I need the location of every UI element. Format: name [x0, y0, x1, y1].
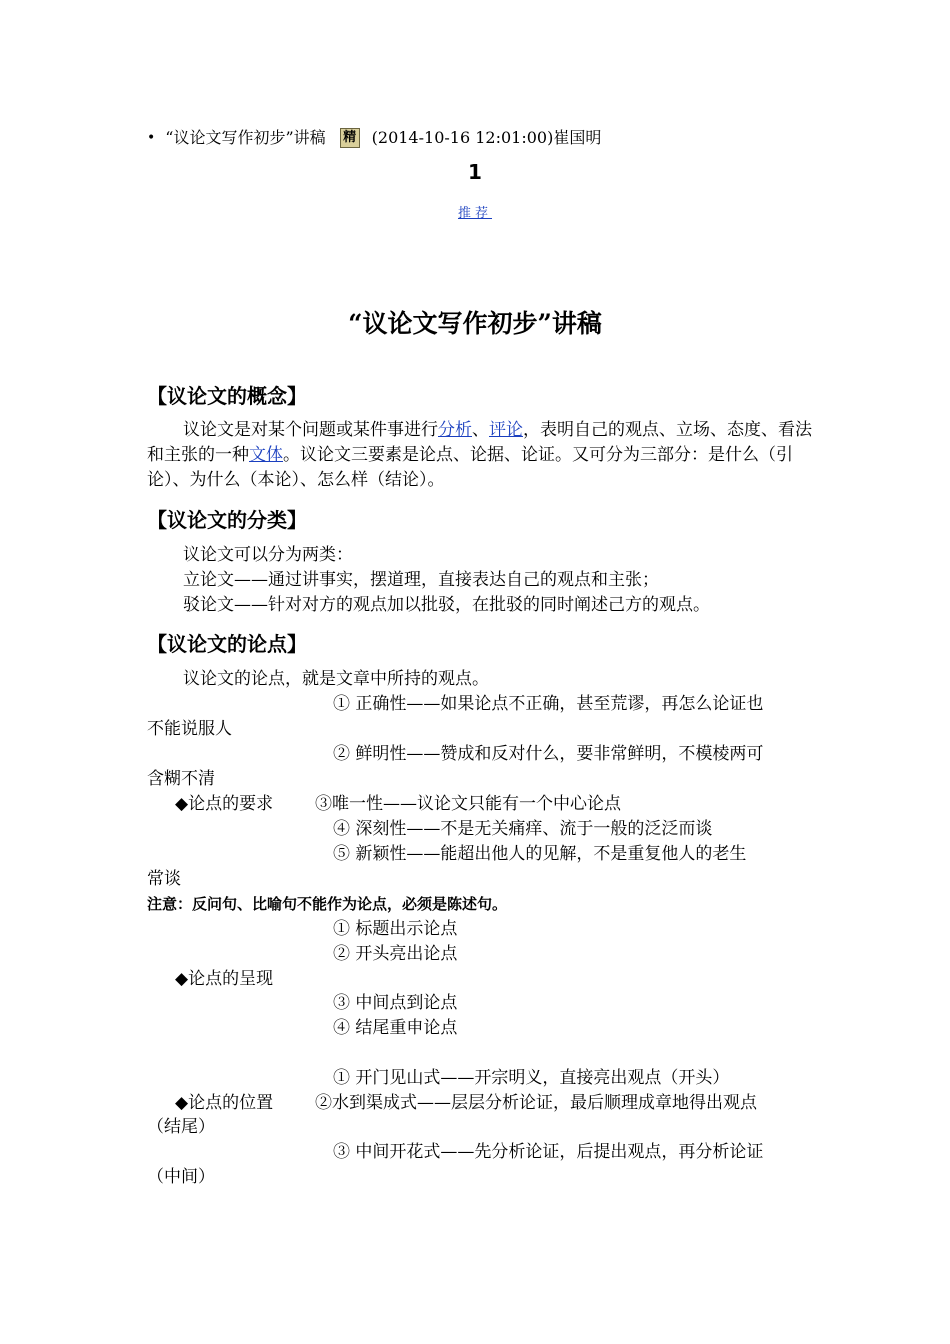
position-item: ②水到渠成式——层层分析论证，最后顺理成章地得出观点 — [315, 1093, 757, 1113]
concept-paragraph — [147, 418, 819, 493]
presentation-item: ② 开头亮出论点 — [333, 944, 458, 964]
link-analysis[interactable]: 分析 — [438, 420, 472, 440]
concept-text-c: ，表明自己的观点、立场、态度、看法和主张的一种 — [147, 420, 812, 465]
bullet: • — [147, 130, 156, 146]
thesis-intro: 议论文的论点，就是文章中所持的观点。 — [183, 669, 489, 689]
requirement-item: ④ 深刻性——不是无关痛痒、流于一般的泛泛而谈 — [333, 819, 713, 839]
featured-badge-icon: 精 — [340, 128, 360, 148]
post-datetime: (2014-10-16 12:01:00) — [371, 128, 554, 147]
presentation-label: ◆论点的呈现 — [175, 969, 274, 989]
requirement-item: ① 正确性——如果论点不正确，甚至荒谬，再怎么论证也 — [333, 694, 764, 714]
post-author: 崔国明 — [553, 128, 602, 147]
requirement-label: ◆论点的要求 — [175, 794, 274, 814]
post-meta — [147, 126, 601, 150]
link-comment[interactable]: 评论 — [489, 420, 523, 440]
classification-line: 立论文——通过讲事实，摆道理，直接表达自己的观点和主张； — [183, 570, 659, 590]
concept-text-a: 议论文是对某个问题或某件事进行 — [183, 420, 438, 440]
concept-text-d: 。议论文三要素是论点、论据、论证。又可分为三部分：是什么（引论）、为什么（本论）、怎么样（结论）。 — [147, 445, 793, 490]
position-label: ◆论点的位置 — [175, 1093, 274, 1113]
recommend-count: 1 — [468, 160, 482, 184]
recommend-link[interactable]: 推荐 — [457, 206, 492, 221]
requirement-item: ③唯一性——议论文只能有一个中心论点 — [315, 794, 621, 814]
section-heading-thesis: 【议论文的论点】 — [147, 632, 307, 656]
requirement-item: ② 鲜明性——赞成和反对什么，要非常鲜明，不模棱两可 — [333, 744, 764, 764]
section-heading-classification: 【议论文的分类】 — [147, 508, 307, 532]
link-genre[interactable]: 文体 — [249, 445, 283, 465]
position-item: ③ 中间开花式——先分析论证，后提出观点，再分析论证 — [333, 1142, 764, 1162]
post-title-link[interactable]: “议论文写作初步”讲稿 — [165, 128, 326, 147]
requirement-item-cont: 常谈 — [147, 869, 181, 889]
concept-text-b: 、 — [472, 420, 489, 440]
requirement-item-cont: 含糊不清 — [147, 769, 215, 789]
presentation-item: ① 标题出示论点 — [333, 919, 458, 939]
presentation-item: ④ 结尾重申论点 — [333, 1018, 458, 1038]
position-item-cont: （中间） — [147, 1167, 215, 1187]
page-title: “议论文写作初步”讲稿 — [348, 309, 602, 338]
section-heading-concept: 【议论文的概念】 — [147, 384, 307, 408]
presentation-item: ③ 中间点到论点 — [333, 993, 458, 1013]
note-text: 注意：反问句、比喻句不能作为论点，必须是陈述句。 — [147, 895, 508, 913]
requirement-item: ⑤ 新颖性——能超出他人的见解，不是重复他人的老生 — [333, 844, 747, 864]
recommend-wrapper — [0, 202, 950, 221]
classification-line: 议论文可以分为两类： — [183, 545, 353, 565]
position-item: ① 开门见山式——开宗明义，直接亮出观点（开头） — [333, 1068, 730, 1088]
classification-line: 驳论文——针对对方的观点加以批驳，在批驳的同时阐述己方的观点。 — [183, 595, 710, 615]
position-item-cont: （结尾） — [147, 1117, 215, 1137]
requirement-item-cont: 不能说服人 — [147, 719, 232, 739]
